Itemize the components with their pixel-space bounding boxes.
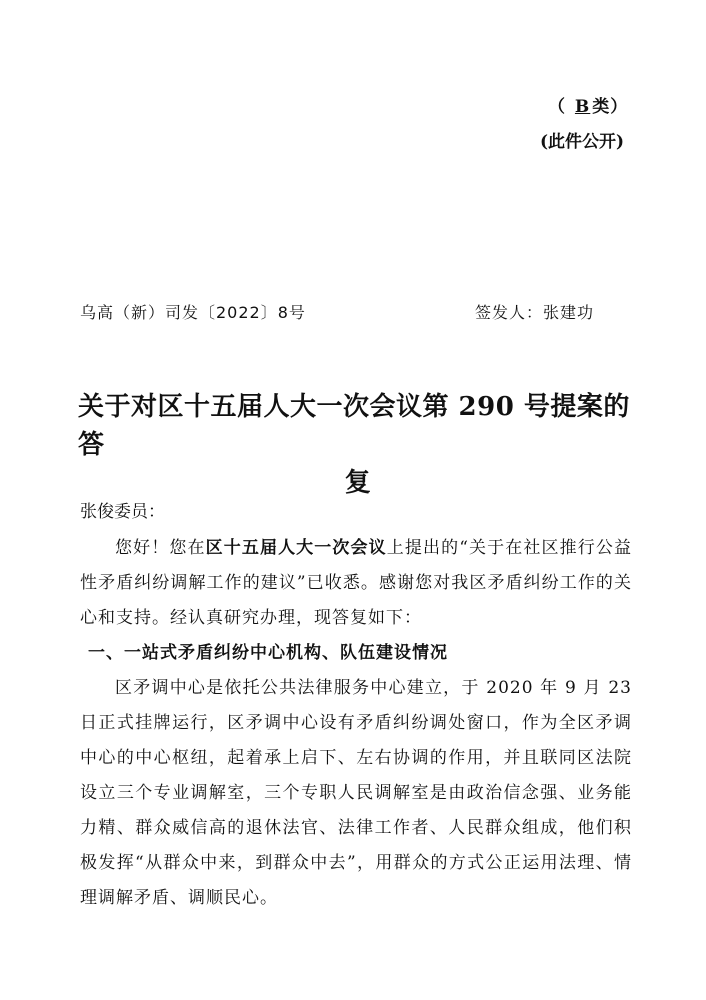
document-title: [78, 388, 638, 502]
paragraph-1-start: 您好！您在: [115, 538, 206, 558]
section-heading-1: 一、一站式矛盾纠纷中心机构、队伍建设情况: [88, 643, 448, 663]
document-number: 乌高（新）司发〔2022〕8号: [80, 303, 306, 322]
classification-mark: [548, 92, 628, 117]
disclosure-note: (此件公开): [540, 132, 625, 152]
title-line-1: 关于对区十五届人大一次会议第 290 号提案的答: [78, 392, 630, 460]
title-line-2: 复: [344, 468, 372, 498]
paragraph-1-rest: 上提出的“关于在社区推行公益性矛盾纠纷调解工作的建议”已收悉。感谢您对我区矛盾纠纷工作的关心和支持。经认真研究办理，现答复如下：: [80, 538, 633, 628]
classification-letter: B: [574, 97, 591, 117]
document-body: [80, 531, 632, 916]
signer: 签发人：张建功: [475, 303, 595, 322]
classification-open: （: [548, 97, 573, 117]
paragraph-2: 区矛调中心是依托公共法律服务中心建立，于 2020 年 9 月 23 日正式挂牌运行，区矛调中心设有矛盾纠纷调处窗口，作为全区矛调中心的中心枢纽，起着承上启下、左右协调的作用，并且联同区法院设立三个专业调解室，三个专职人民调解室是由政治信念强、业务能力精、群众威信高的退休法官、法律工作者、人民群众组成，他们积极发挥“从群众中来，到群众中去”，用群众的方式公正运用法理、情理调解矛盾、调顺民心。: [80, 678, 632, 908]
paragraph-1: [80, 531, 632, 636]
classification-close: 类）: [592, 97, 629, 117]
salutation: 张俊委员：: [80, 502, 165, 522]
paragraph-1-emphasis: 区十五届人大一次会议: [205, 538, 387, 558]
